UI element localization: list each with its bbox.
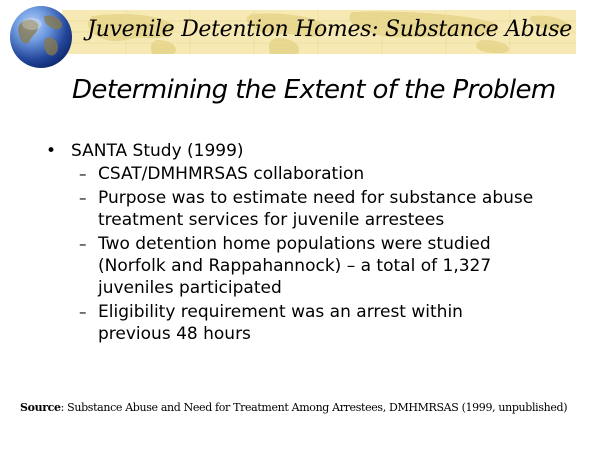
dash-marker: – [79,165,87,183]
source-note [20,401,567,414]
sub-bullet-text: Eligibility requirement was an arrest within previous 48 hours [98,302,463,344]
sub-bullet-text: Purpose was to estimate need for substance abuse treatment services for juvenile arrestees [98,188,534,230]
dash-marker: – [79,189,87,207]
source-text: : Substance Abuse and Need for Treatment Among Arrestees, DMHMRSAS (1999, unpublished) [60,401,568,414]
sub-bullet-item [44,163,538,185]
bullet-item [44,140,564,345]
source-label: Source [20,401,61,414]
header-title: Juvenile Detention Homes: Substance Abuse [87,17,572,42]
bullet-text: SANTA Study (1999) [71,141,244,161]
slide-title: Determining the Extent of the Problem [72,75,556,105]
bullet-marker: • [46,141,57,161]
sub-bullet-list [71,163,564,345]
sub-bullet-item [44,301,538,345]
sub-bullet-text: CSAT/DMHMRSAS collaboration [98,164,365,184]
sub-bullet-item [44,187,538,231]
dash-marker: – [79,303,87,321]
sub-bullet-item [44,233,538,299]
header-banner [62,10,576,54]
bullet-list [44,140,564,347]
globe-icon [8,4,74,70]
sub-bullet-text: Two detention home populations were studied (Norfolk and Rappahannock) – a total of 1,327 juveniles participated [98,234,492,298]
dash-marker: – [79,235,87,253]
